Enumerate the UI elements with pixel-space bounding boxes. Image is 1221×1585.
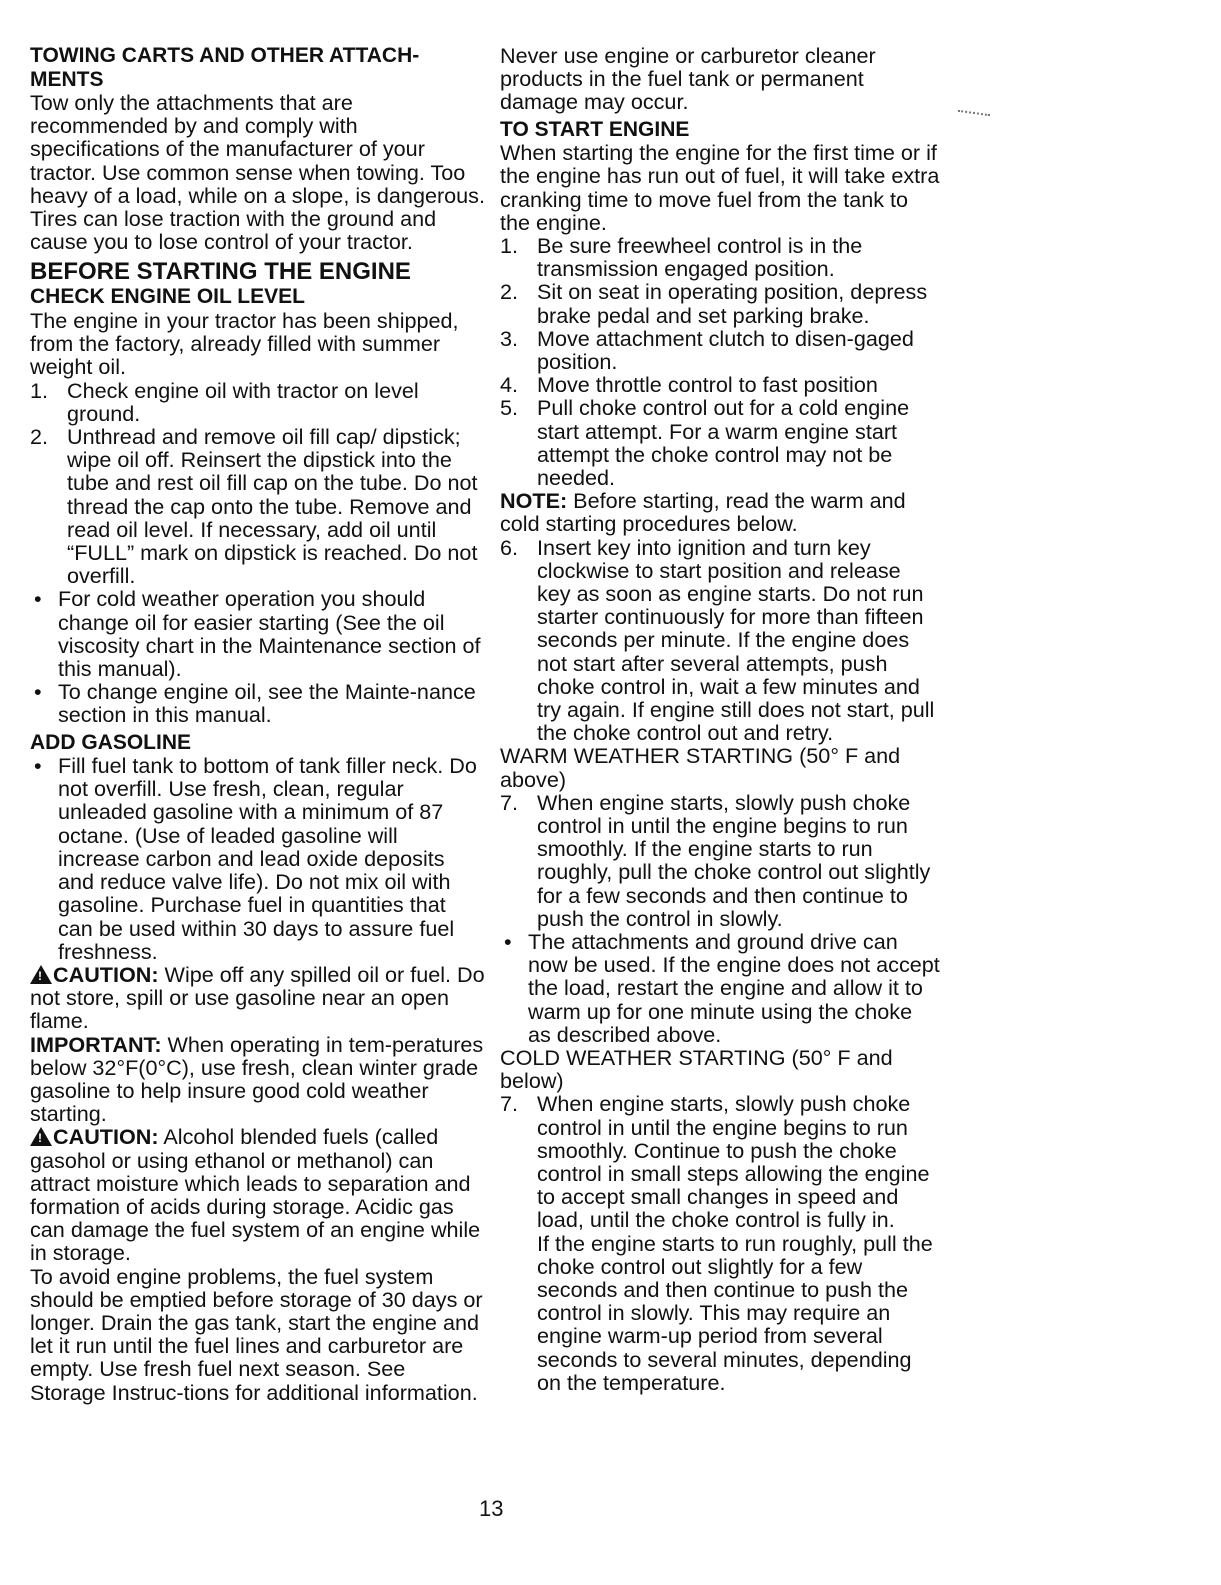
step-text: Be sure freewheel control is in the transmission engaged position. — [537, 232, 863, 282]
step-text: Sit on seat in operating position, depress brake pedal and set parking brake. — [537, 279, 928, 328]
list-item — [500, 234, 940, 280]
step-text: Insert key into ignition and turn key clockwise to start position and release key as soon as engine starts. Do not run starter continuously for more than fifteen seconds per minute. If the engine does not start after several attempts, push choke control in, wait a few minutes and try again. If engine still does not start, pull the choke control out and retry. — [537, 534, 935, 746]
cold-weather-text: If the engine starts to run roughly, pull the choke control out slightly for a few seconds and then continue to push the control in slowly. This may require an engine warm-up period from several seconds to several minutes, depending on the temperature. — [537, 1230, 933, 1395]
list-item — [500, 373, 940, 396]
bullet-text: The attachments and ground drive can now be used. If the engine does not accept the load, restart the engine and allow it to warm up for one minute using the choke as described above. — [528, 929, 940, 1047]
step-text: Check engine oil with tractor on level ground. — [67, 377, 419, 426]
caution-text: Alcohol blended fuels (called gasohol or using ethanol or methanol) can attract moisture which leads to separation and formation of acids during storage. Acidic gas can damage the fuel system of an engine while in storage. — [30, 1124, 481, 1266]
towing-text: Tow only the attachments that are recommended by and comply with specifications of the manufacturer of your tractor. Use common sense when towing. Too heavy of a load, while on a slope, is dangerous. Tires can lose traction with the ground and cause you to lose control of your tractor. — [30, 90, 485, 255]
check-oil-intro: The engine in your tractor has been shipped, from the factory, already filled with summer weight oil. — [30, 307, 459, 380]
step-text: Move attachment clutch to disen-gaged position. — [537, 325, 914, 374]
bullet-dot: • — [34, 679, 42, 705]
caution-fuel — [30, 963, 485, 1033]
cold-weather-title: COLD WEATHER STARTING (50° F and below) — [500, 1045, 893, 1094]
step-number: 6. — [500, 534, 519, 560]
warning-triangle-icon — [30, 1127, 52, 1146]
warm-weather-step — [500, 791, 940, 930]
check-oil-bullets — [30, 587, 485, 726]
bullet-text: For cold weather operation you should change oil for easier starting (See the oil viscosity chart in the Maintenance section of this manual). — [58, 586, 481, 681]
list-item — [30, 379, 485, 425]
cold-weather-step — [500, 1092, 940, 1231]
list-item — [30, 587, 485, 680]
list-item — [500, 327, 940, 373]
caution-label: CAUTION: — [53, 1124, 159, 1150]
list-item — [500, 791, 940, 930]
list-item — [500, 930, 940, 1046]
step-number: 2. — [30, 423, 49, 449]
warm-weather-title: WARM WEATHER STARTING (50° F and above) — [500, 743, 901, 792]
note-text: Before starting, read the warm and cold starting procedures below. — [500, 488, 906, 537]
start-engine-title: TO START ENGINE — [500, 117, 690, 141]
step-number: 3. — [500, 325, 519, 351]
bullet-dot: • — [504, 929, 512, 955]
scan-speck — [958, 110, 990, 116]
gasoline-bullets — [30, 754, 485, 963]
warning-triangle-icon — [30, 965, 52, 984]
step-text: When engine starts, slowly push choke control in until the engine begins to run smoothly. Continue to push the choke control in small steps allowing the engine to accept small changes in speed and load, until the choke control is fully in. — [537, 1091, 930, 1233]
note-label: NOTE: — [500, 488, 568, 514]
bullet-text: To change engine oil, see the Mainte-nance section in this manual. — [58, 679, 476, 728]
step-number: 7. — [500, 1091, 519, 1117]
storage-text: To avoid engine problems, the fuel system should be emptied before storage of 30 days or longer. Drain the gas tank, start the engine and let it run until the fuel lines and carburetor are empty. Use fresh fuel next season. See Storage Instruc-tions for additional information. — [30, 1263, 483, 1405]
warm-weather-bullets — [500, 930, 940, 1046]
bullet-dot: • — [34, 586, 42, 612]
important-note — [30, 1033, 485, 1126]
caution-alcohol — [30, 1125, 485, 1264]
note — [500, 489, 940, 535]
caution-label: CAUTION: — [53, 961, 159, 987]
step-text: Pull choke control out for a cold engine start attempt. For a warm engine start attempt the choke control may not be needed. — [537, 395, 910, 490]
start-engine-steps — [500, 234, 940, 489]
start-engine-intro: When starting the engine for the first time or if the engine has run out of fuel, it will take extra cranking time to move fuel from the tank to the engine. — [500, 140, 940, 235]
step-number: 4. — [500, 372, 519, 398]
step-text: When engine starts, slowly push choke control in until the engine begins to run smoothly. If the engine starts to run roughly, pull the choke control out slightly for a few seconds and then continue to push the control in slowly. — [537, 789, 931, 931]
add-gasoline-title: ADD GASOLINE — [30, 730, 192, 754]
step-text: Move throttle control to fast position — [537, 372, 878, 398]
list-item — [30, 680, 485, 726]
step-six — [500, 536, 940, 745]
before-starting-title: BEFORE STARTING THE ENGINE — [30, 258, 411, 286]
step-number: 5. — [500, 395, 519, 421]
important-text: When operating in tem-peratures below 32°F(0°C), use fresh, clean winter grade gasoline to help insure good cold weather starting. — [30, 1031, 484, 1127]
list-item — [30, 754, 485, 963]
right-column — [500, 44, 940, 1394]
list-item — [500, 1092, 940, 1231]
step-number: 1. — [500, 232, 519, 258]
check-oil-steps — [30, 379, 485, 588]
check-oil-title: CHECK ENGINE OIL LEVEL — [30, 285, 305, 309]
list-item — [500, 536, 940, 745]
step-number: 2. — [500, 279, 519, 305]
bullet-text: Fill fuel tank to bottom of tank filler neck. Do not overfill. Use fresh, clean, regular unleaded gasoline with a minimum of 87 octane. (Use of leaded gasoline will increase carbon and lead oxide deposits and reduce valve life). Do not mix oil with gasoline. Purchase fuel in quantities that can be used within 30 days to assure fuel freshness. — [58, 753, 477, 964]
step-text: Unthread and remove oil fill cap/ dipstick; wipe oil off. Reinsert the dipstick into the tube and rest oil fill cap on the tube. Do not thread the cap onto the tube. Remove and read oil level. If necessary, add oil until “FULL” mark on dipstick is reached. Do not overfill. — [67, 423, 478, 589]
cleaner-warning: Never use engine or carburetor cleaner products in the fuel tank or permanent damage may occur. — [500, 43, 876, 115]
step-number: 7. — [500, 789, 519, 815]
caution-text: Wipe off any spilled oil or fuel. Do not store, spill or use gasoline near an open flame. — [30, 961, 485, 1034]
left-column — [30, 44, 485, 1404]
list-item — [500, 396, 940, 489]
list-item — [500, 280, 940, 326]
important-label: IMPORTANT: — [30, 1031, 162, 1057]
step-number: 1. — [30, 377, 49, 403]
list-item — [30, 425, 485, 587]
page-number: 13 — [479, 1496, 504, 1521]
towing-title: TOWING CARTS AND OTHER ATTACH-MENTS — [30, 44, 420, 91]
bullet-dot: • — [34, 753, 42, 779]
